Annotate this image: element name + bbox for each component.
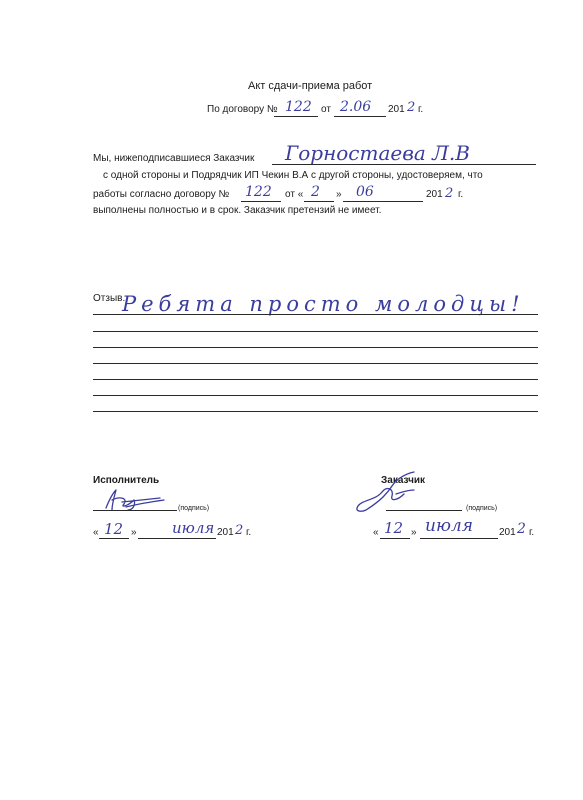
contract-date-handwritten: 2.06 [340, 99, 372, 115]
document-title: Акт сдачи-приема работ [248, 80, 373, 92]
customer-month-handwritten: июля [425, 516, 473, 536]
review-line-2 [93, 331, 538, 332]
customer-year-digit: 2 [517, 521, 526, 537]
executor-month-line [138, 538, 216, 539]
review-line-6 [93, 395, 538, 396]
customer-heading: Заказчик [381, 475, 426, 486]
executor-signature-line [93, 510, 177, 511]
contract-number-handwritten: 122 [285, 99, 312, 115]
body-day-handwritten: 2 [311, 184, 320, 200]
body-line-4: выполнены полностью и в срок. Заказчик претензий не имеет. [93, 205, 382, 216]
body-contract-number-handwritten: 122 [245, 184, 272, 200]
customer-signature-line [386, 510, 462, 511]
contract-prefix: По договору № [207, 104, 278, 115]
body-contract-number-line [241, 201, 281, 202]
customer-month-line [420, 538, 498, 539]
contract-year-digit: 2 [407, 100, 416, 115]
executor-year-digit: 2 [235, 523, 244, 538]
customer-day-line [380, 538, 410, 539]
body-line-3-start: работы согласно договору № [93, 189, 230, 200]
executor-open-quote: « [93, 527, 99, 538]
body-year-prefix: 201 [426, 189, 443, 200]
executor-year-prefix: 201 [217, 527, 234, 538]
body-line-3-from: от « [285, 189, 304, 200]
body-month-line [343, 201, 423, 202]
executor-day-handwritten: 12 [104, 520, 124, 538]
review-line-4 [93, 363, 538, 364]
body-line-2: с одной стороны и Подрядчик ИП Чекин В.А с другой стороны, удостоверяем, что [103, 170, 483, 181]
review-label: Отзыв. [93, 293, 126, 304]
review-line-7 [93, 411, 538, 412]
executor-month-handwritten: июля [172, 519, 215, 537]
review-line-1 [93, 314, 538, 315]
body-day-line [304, 201, 334, 202]
contract-suffix: г. [418, 104, 424, 115]
executor-heading: Исполнитель [93, 475, 160, 486]
customer-suffix: г. [529, 527, 535, 538]
executor-signature-caption: (подпись) [178, 505, 210, 512]
body-line-1: Мы, нижеподписавшиеся Заказчик [93, 153, 255, 164]
customer-year-prefix: 201 [499, 527, 516, 538]
executor-day-line [99, 538, 129, 539]
contract-date-line [334, 116, 386, 117]
review-handwritten-text: Ребята просто молодцы! [122, 292, 525, 316]
executor-suffix: г. [246, 527, 252, 538]
review-line-3 [93, 347, 538, 348]
contract-number-line [274, 116, 318, 117]
customer-open-quote: « [373, 527, 379, 538]
customer-close-quote: » [411, 527, 417, 538]
customer-signature-caption: (подпись) [466, 505, 498, 512]
contract-mid: от [321, 104, 331, 115]
body-month-handwritten: 06 [356, 184, 374, 200]
executor-close-quote: » [131, 527, 137, 538]
body-close-quote: » [336, 189, 342, 200]
body-suffix: г. [458, 189, 464, 200]
body-year-digit: 2 [445, 186, 454, 201]
customer-name-handwritten: Горностаева Л.В [285, 141, 470, 165]
review-line-5 [93, 379, 538, 380]
customer-day-handwritten: 12 [384, 519, 404, 537]
customer-name-line [272, 164, 536, 165]
contract-year-prefix: 201 [388, 104, 405, 115]
